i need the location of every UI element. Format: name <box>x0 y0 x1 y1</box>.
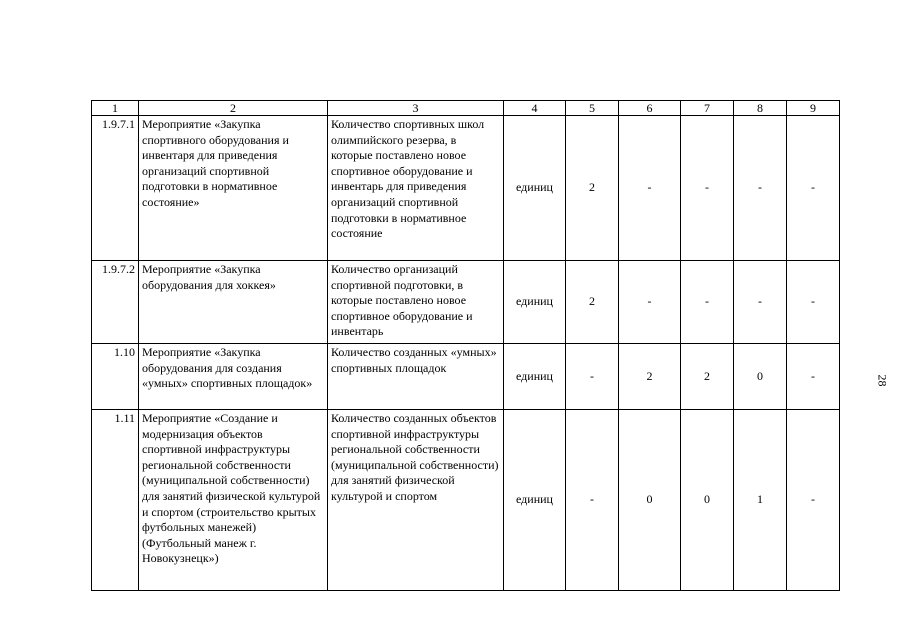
table-row <box>92 261 840 344</box>
value-col-7: 2 <box>681 344 734 410</box>
page-number: 28 <box>875 374 890 387</box>
value-col-9: - <box>787 116 840 261</box>
indicator-name: Количество созданных объектов спортивной инфраструктуры региональной собственности (муниципальной собственности) для занятий физической культурой и спортом <box>328 410 504 591</box>
value-col-7: 0 <box>681 410 734 591</box>
header-row <box>92 101 840 116</box>
col-header-5: 5 <box>566 101 619 116</box>
row-number: 1.9.7.2 <box>92 261 139 344</box>
table-row <box>92 410 840 591</box>
col-header-4: 4 <box>504 101 566 116</box>
value-col-5: - <box>566 410 619 591</box>
program-indicators-table <box>91 100 840 591</box>
value-col-8: 0 <box>734 344 787 410</box>
col-header-6: 6 <box>619 101 681 116</box>
value-col-7: - <box>681 261 734 344</box>
event-name: Мероприятие «Закупка оборудования для хоккея» <box>139 261 328 344</box>
unit-cell: единиц <box>504 410 566 591</box>
unit-cell: единиц <box>504 116 566 261</box>
row-number: 1.9.7.1 <box>92 116 139 261</box>
value-col-6: - <box>619 116 681 261</box>
col-header-9: 9 <box>787 101 840 116</box>
col-header-7: 7 <box>681 101 734 116</box>
value-col-8: - <box>734 116 787 261</box>
col-header-2: 2 <box>139 101 328 116</box>
value-col-9: - <box>787 410 840 591</box>
value-col-5: 2 <box>566 116 619 261</box>
table-row <box>92 344 840 410</box>
value-col-9: - <box>787 261 840 344</box>
table-row <box>92 116 840 261</box>
unit-cell: единиц <box>504 261 566 344</box>
value-col-7: - <box>681 116 734 261</box>
value-col-8: - <box>734 261 787 344</box>
value-col-6: 2 <box>619 344 681 410</box>
indicator-name: Количество созданных «умных» спортивных площадок <box>328 344 504 410</box>
unit-cell: единиц <box>504 344 566 410</box>
col-header-1: 1 <box>92 101 139 116</box>
value-col-6: - <box>619 261 681 344</box>
col-header-3: 3 <box>328 101 504 116</box>
row-number: 1.11 <box>92 410 139 591</box>
event-name: Мероприятие «Закупка спортивного оборудования и инвентаря для приведения организаций спортивной подготовки в нормативное состояние» <box>139 116 328 261</box>
value-col-8: 1 <box>734 410 787 591</box>
value-col-5: 2 <box>566 261 619 344</box>
row-number: 1.10 <box>92 344 139 410</box>
value-col-6: 0 <box>619 410 681 591</box>
indicator-name: Количество спортивных школ олимпийского резерва, в которые поставлено новое спортивное оборудование и инвентарь для приведения организаций спортивной подготовки в нормативное состояние <box>328 116 504 261</box>
col-header-8: 8 <box>734 101 787 116</box>
value-col-5: - <box>566 344 619 410</box>
event-name: Мероприятие «Создание и модернизация объектов спортивной инфраструктуры региональной собственности (муниципальной собственности) для занятий физической культурой и спортом (строительство крытых футбольных манежей) (Футбольный манеж г. Новокузнецк») <box>139 410 328 591</box>
indicator-name: Количество организаций спортивной подготовки, в которые поставлено новое спортивное оборудование и инвентарь <box>328 261 504 344</box>
value-col-9: - <box>787 344 840 410</box>
event-name: Мероприятие «Закупка оборудования для создания «умных» спортивных площадок» <box>139 344 328 410</box>
